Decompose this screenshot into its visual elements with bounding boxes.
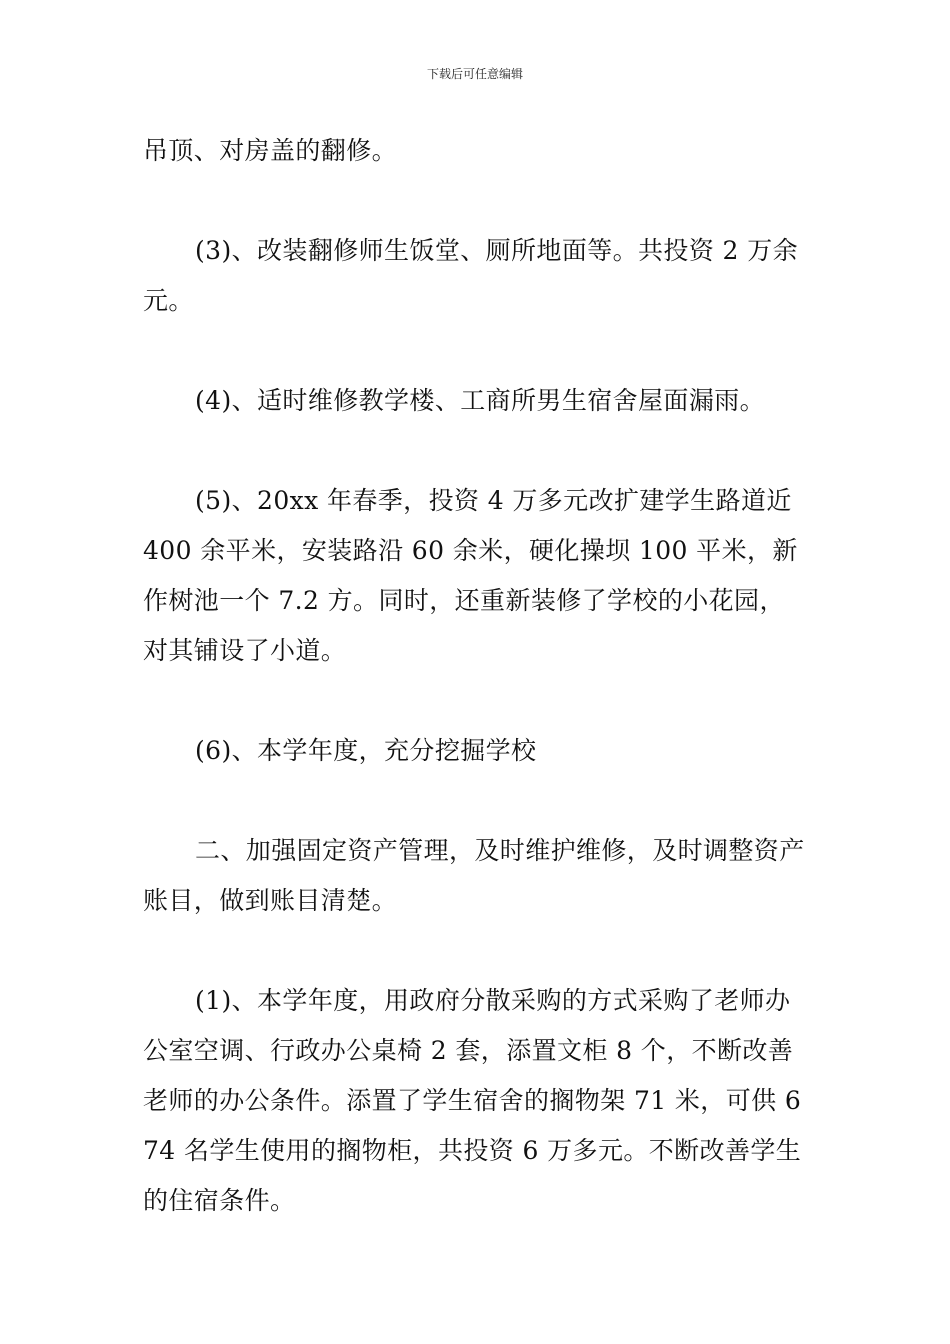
paragraph-item-5: (5)、20xx 年春季，投资 4 万多元改扩建学生路道近 400 余平米，安装路沿 60 余米，硬化操坝 100 平米，新作树池一个 7.2 方。同时，还重新装修了学校的小花园，对其铺设了小道。 xyxy=(143,486,798,665)
paragraph-roof-repair: 吊顶、对房盖的翻修。 xyxy=(143,136,398,165)
document-body xyxy=(143,126,808,1226)
paragraph-item-3: (3)、改装翻修师生饭堂、厕所地面等。共投资 2 万余元。 xyxy=(143,236,799,315)
paragraph-item-6: (6)、本学年度，充分挖掘学校 xyxy=(195,736,537,765)
paragraph-item-4: (4)、适时维修教学楼、工商所男生宿舍屋面漏雨。 xyxy=(195,386,766,415)
paragraph-item-1: (1)、本学年度，用政府分散采购的方式采购了老师办公室空调、行政办公桌椅 2 套，添置文柜 8 个，不断改善老师的办公条件。添置了学生宿舍的搁物架 71 米，可供 674 名学生使用的搁物柜，共投资 6 万多元。不断改善学生的住宿条件。 xyxy=(143,986,802,1215)
page-header: 下载后可任意编辑 xyxy=(426,67,523,81)
section-heading-two: 二、加强固定资产管理，及时维护维修，及时调整资产账目，做到账目清楚。 xyxy=(143,836,805,915)
